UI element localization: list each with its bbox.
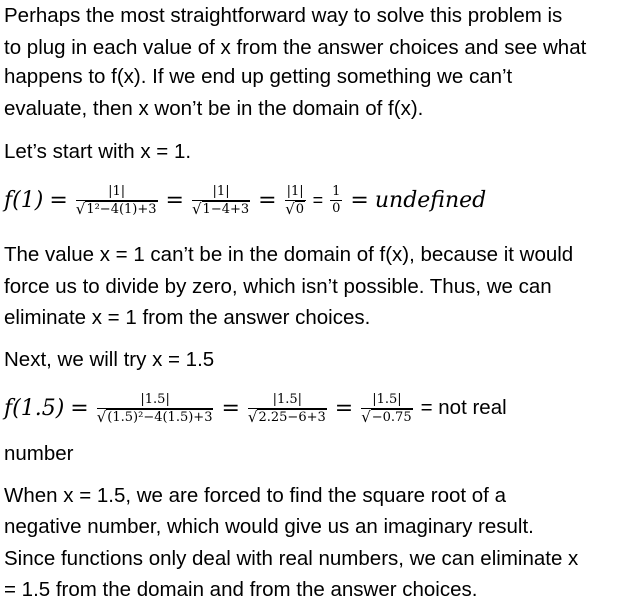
paragraph-line: negative number, which would give us an imaginary result. [4,515,534,538]
paragraph-line: to plug in each value of x from the answer choices and see what [4,36,587,59]
equation-f-of-1 [4,178,486,222]
fraction-numerator: |1.5| [372,391,402,407]
equation-lhs: f(1.5) [4,395,65,421]
equals-sign: = [312,189,324,210]
fraction-denominator: (1.5)²−4(1.5)+3 [107,409,213,425]
fraction [248,392,327,425]
paragraph-line: When x = 1.5, we are forced to find the square root of a [4,484,506,507]
fraction-numerator: |1.5| [272,391,303,407]
sqrt-symbol: √ [247,407,258,426]
paragraph-line: Perhaps the most straightforward way to solve this problem is [4,4,563,27]
fraction-numerator: 1 [332,183,341,199]
equals-sign: = [350,187,369,213]
paragraph-line: number [4,442,74,465]
fraction [76,184,158,217]
equals-sign: = [165,187,184,213]
fraction-denominator: 0 [295,201,305,217]
sqrt-symbol: √ [96,407,107,426]
fraction [285,184,306,217]
equals-sign: = [334,395,354,421]
fraction [361,392,412,425]
equation-lhs: f(1) [4,187,44,213]
fraction-denominator: 0 [332,200,341,216]
sqrt-symbol: √ [361,407,371,426]
paragraph-line: = 1.5 from the domain and from the answer choices. [4,578,478,601]
equation-result: = not real [420,396,507,419]
fraction-numerator: |1| [108,183,126,199]
fraction-numerator: |1.5| [140,391,170,407]
fraction-numerator: |1| [212,183,230,199]
sqrt-symbol: √ [191,199,202,218]
paragraph-line: Since functions only deal with real numbers, we can eliminate x [4,547,579,570]
fraction [330,184,342,217]
fraction [97,392,214,425]
fraction-denominator: 1²−4(1)+3 [86,201,157,217]
paragraph-line: The value x = 1 can’t be in the domain of f(x), because it would [4,243,574,266]
paragraph-line: happens to f(x). If we end up getting something we can’t [4,65,513,88]
paragraph-line: Let’s start with x = 1. [4,140,192,163]
equals-sign: = [70,395,89,421]
sqrt-symbol: √ [75,199,86,218]
equation-result: undefined [374,187,487,213]
equation-f-of-1-5 [4,386,507,430]
paragraph-line: Next, we will try x = 1.5 [4,348,215,371]
fraction [192,184,250,217]
equals-sign: = [221,395,240,421]
fraction-denominator: 1−4+3 [202,201,250,217]
sqrt-symbol: √ [285,199,295,218]
fraction-denominator: −0.75 [371,409,412,425]
paragraph-line: eliminate x = 1 from the answer choices. [4,306,371,329]
equals-sign: = [258,187,277,213]
fraction-numerator: |1| [286,183,304,199]
equals-sign: = [49,187,68,213]
paragraph-line: force us to divide by zero, which isn’t possible. Thus, we can [4,275,552,298]
paragraph-line: evaluate, then x won’t be in the domain of f(x). [4,97,424,120]
fraction-denominator: 2.25−6+3 [258,409,326,425]
